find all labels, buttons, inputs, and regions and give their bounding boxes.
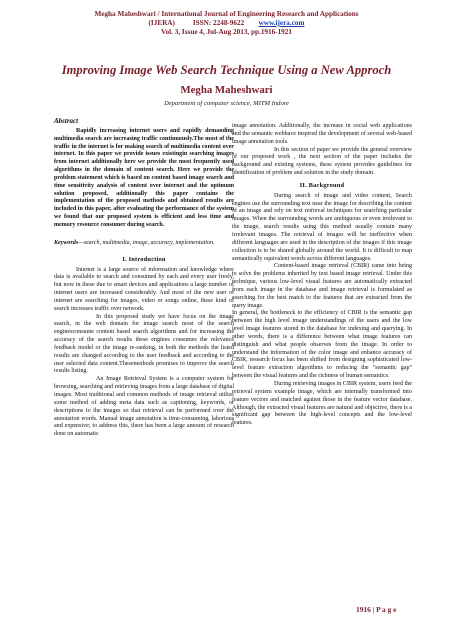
intro-paragraph-3: An Image Retrieval System is a computer system for browsing, searching and retrieving images from a large database of digital images. Most traditional and common methods of image retrieval utilize some method of adding meta data such as captioning, keywords, or descriptions to the images so that retrieval can be performed over the annotation words. Manual image annotation is time-consuming, laborious and expensive; to address this, there has been a large amount of research done on automatic — [54, 376, 234, 438]
abstract-text: Rapidly increasing internet users and rapidly demanding multimedia search are increasing traffic continuously.The most of the traffic in the internet is for making search of multimedia content over internet. In this paper we provide issues existingin searching images from internet additionally here we provide the most frequently used algorithms in the domain of content search. Here we provide the problem statement which is based on content based image search and time sensitivity analysis of content over internet and the optimum solution proposed, additionally this paper contains the implementation of the proposed methods and obtained results are included in this paper, after evaluating the performance of the system we found that our proposed system is efficient and less time and memory resource consumer during search. — [54, 127, 234, 228]
page-number: 1916 | P a g e — [356, 605, 397, 614]
background-paragraph-3: In general, the bottleneck to the efficiency of CBIR is the semantic gap between the high level image understandings of the users and the low level image features stored in the database for indexing and querying. In other words, there is a difference between what image features can distinguish and what people observes from the image. In order to understand the information of the color image and enhance accuracy of CBIR, research focus has been shifted from designing sophisticated low-level feature extraction algorithms to reducing the "semantic gap" between the visual features and the richness of human semantics. — [232, 310, 412, 380]
background-paragraph-1: During search of image and video content, Search engines use the surrounding text near the image for describing the content of an image and rely on text retrieval techniques for searching particular images. When the surrounding words are ambiguous or even irrelevant to the image, search results using this method usually contain many irrelevant images. The retrieval of images will be ineffective when different languages are used in the description of the images if this image collection is to be shared globally around the world. It is difficult to map semantically equivalent words across different languages. — [232, 192, 412, 262]
intro-paragraph-continued: image annotation. Additionally, the increase in social web applications and the semantic webhave inspired the development of several web-based image annotation tools. — [232, 123, 412, 145]
keywords-label: Keywords — [54, 239, 79, 246]
section-heading-introduction: I. Introduction — [122, 255, 166, 263]
author-name: Megha Maheshwari — [180, 84, 273, 96]
issn: ISSN: 2248-9622 — [192, 19, 245, 27]
keywords — [54, 240, 234, 248]
journal-header-line1: Megha Maheshwari / International Journal of Engineering Research and Applications — [94, 10, 359, 18]
paper-title: Improving Image Web Search Technique Using a New Approch — [61, 63, 392, 77]
author-affiliation: Department of computer science, MITM Indore — [163, 100, 289, 107]
journal-header-line3: Vol. 3, Issue 4, Jul-Aug 2013, pp.1916-1921 — [161, 28, 292, 36]
keywords-text: —search, multimedia, image, accuracy, implementation. — [78, 239, 215, 246]
paper-outline-paragraph: In this section of paper we provide the general overview of our proposed work , the next section of the paper includes the background and existing systems, these system provides guidelines for identification of problem and solution in the study domain. — [232, 146, 412, 177]
right-column — [232, 123, 412, 428]
intro-paragraph-2: In this proposed study we have focus on the image search, in the web domain for image search most of the search enginesconsume content based search algorithms and for increasing the accuracy of the search results these engines consumes the relevance feedback model or the image re-ranking, in both the methods the listed results are changed according to the user feedback and according to the user selected data content.Thesemethods promises to improve the search results listing. — [54, 313, 234, 375]
journal-header-line2 — [0, 19, 453, 28]
background-paragraph-4: During retrieving images in CBIR system, users feed the retrieval system example image, which are internally transformed into feature vectors and matched against those in the feature vector database. Although, the extracted visual features are natural and objective, there is a significant gap between the high-level concepts and the low-level features. — [232, 381, 412, 427]
section-heading-background: II. Background — [299, 181, 345, 189]
journal-abbrev: (IJERA) — [148, 19, 175, 27]
left-column — [54, 118, 234, 439]
journal-url-link[interactable]: www.ijera.com — [258, 19, 305, 27]
background-paragraph-2: Content-based image retrieval (CBIR) came into being to solve the problems inherited by text based image retrieval. Under this technique, various low-level visual features are automatically extracted from each image in the database and image retrieval is formulated as searching for the best match to the features that are extracted from the query image. — [232, 263, 412, 309]
abstract-heading: Abstract — [54, 117, 79, 125]
intro-paragraph-1: Internet is a large source of information and knowledge where data is available to search and consumed by each and every user freely, but now in these due to smart devices and applications a large number of internet users are increased considerably. And most of the new user of internet are searching for images, video or songs online, these kind of search increases traffic over network. — [54, 266, 234, 312]
